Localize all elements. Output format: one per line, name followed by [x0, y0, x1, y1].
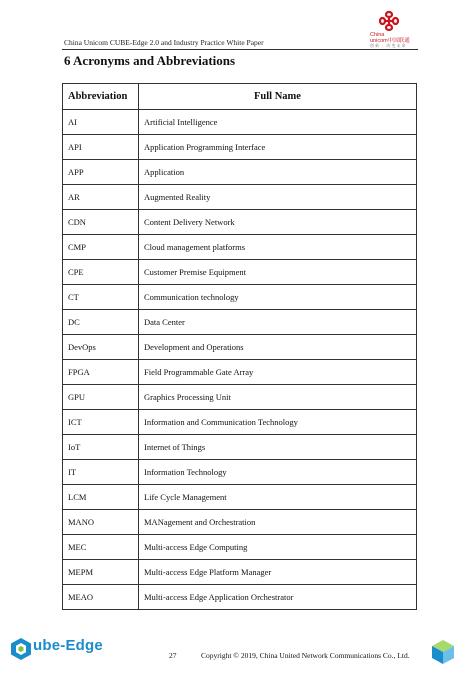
column-header-full-name: Full Name	[139, 84, 417, 110]
abbreviation-cell: AI	[63, 110, 139, 135]
table-row	[63, 560, 417, 585]
full-name-cell: Application	[139, 160, 417, 185]
table-row	[63, 335, 417, 360]
cube-icon	[431, 639, 455, 665]
full-name-cell: MANagement and Orchestration	[139, 510, 417, 535]
page-number: 27	[169, 651, 177, 660]
cube-edge-logo-icon	[10, 637, 32, 661]
table-row	[63, 535, 417, 560]
abbreviation-cell: DC	[63, 310, 139, 335]
abbreviation-cell: ICT	[63, 410, 139, 435]
abbreviation-cell: MEC	[63, 535, 139, 560]
full-name-cell: Application Programming Interface	[139, 135, 417, 160]
abbreviation-cell: CPE	[63, 260, 139, 285]
table-row	[63, 260, 417, 285]
abbreviations-table	[62, 83, 417, 610]
full-name-cell: Content Delivery Network	[139, 210, 417, 235]
table-row	[63, 110, 417, 135]
full-name-cell: Augmented Reality	[139, 185, 417, 210]
abbreviation-cell: MEPM	[63, 560, 139, 585]
abbreviation-cell: FPGA	[63, 360, 139, 385]
table-row	[63, 310, 417, 335]
abbreviation-cell: GPU	[63, 385, 139, 410]
header-divider	[62, 49, 418, 50]
brand-name: ube-Edge	[33, 637, 103, 654]
abbreviation-cell: LCM	[63, 485, 139, 510]
full-name-cell: Customer Premise Equipment	[139, 260, 417, 285]
table-row	[63, 510, 417, 535]
copyright-notice: Copyright © 2019, China United Network Communications Co., Ltd.	[201, 651, 410, 660]
abbreviation-cell: MEAO	[63, 585, 139, 610]
full-name-cell: Artificial Intelligence	[139, 110, 417, 135]
abbreviation-cell: CDN	[63, 210, 139, 235]
table-row	[63, 585, 417, 610]
abbreviation-cell: API	[63, 135, 139, 160]
full-name-cell: Data Center	[139, 310, 417, 335]
abbreviation-cell: AR	[63, 185, 139, 210]
abbreviation-cell: MANO	[63, 510, 139, 535]
table-row	[63, 385, 417, 410]
table-row	[63, 185, 417, 210]
full-name-cell: Information and Communication Technology	[139, 410, 417, 435]
table-row	[63, 235, 417, 260]
abbreviation-cell: IT	[63, 460, 139, 485]
header-title: China Unicom CUBE-Edge 2.0 and Industry Practice White Paper	[64, 38, 264, 47]
abbreviation-cell: APP	[63, 160, 139, 185]
abbreviation-cell: CMP	[63, 235, 139, 260]
abbreviation-cell: IoT	[63, 435, 139, 460]
full-name-cell: Graphics Processing Unit	[139, 385, 417, 410]
full-name-cell: Development and Operations	[139, 335, 417, 360]
table-row	[63, 460, 417, 485]
logo-slogan: 创新 · 改变未来	[370, 43, 407, 48]
table-row	[63, 435, 417, 460]
full-name-cell: Multi-access Edge Application Orchestrator	[139, 585, 417, 610]
full-name-cell: Communication technology	[139, 285, 417, 310]
table-row	[63, 160, 417, 185]
abbreviation-cell: DevOps	[63, 335, 139, 360]
full-name-cell: Cloud management platforms	[139, 235, 417, 260]
full-name-cell: Field Programmable Gate Array	[139, 360, 417, 385]
table-row	[63, 485, 417, 510]
abbreviation-cell: CT	[63, 285, 139, 310]
full-name-cell: Multi-access Edge Computing	[139, 535, 417, 560]
full-name-cell: Multi-access Edge Platform Manager	[139, 560, 417, 585]
table-row	[63, 210, 417, 235]
table-row	[63, 135, 417, 160]
table-body	[63, 110, 417, 610]
full-name-cell: Life Cycle Management	[139, 485, 417, 510]
table-header-row	[63, 84, 417, 110]
table-row	[63, 285, 417, 310]
logo-en-line1: China	[370, 32, 385, 38]
logo-en-line2: unicom中国联通	[370, 38, 410, 44]
full-name-cell: Information Technology	[139, 460, 417, 485]
table-row	[63, 360, 417, 385]
full-name-cell: Internet of Things	[139, 435, 417, 460]
section-title: 6 Acronyms and Abbreviations	[64, 53, 236, 68]
china-unicom-knot-logo-icon	[377, 9, 401, 33]
column-header-abbreviation: Abbreviation	[63, 84, 139, 110]
table-row	[63, 410, 417, 435]
